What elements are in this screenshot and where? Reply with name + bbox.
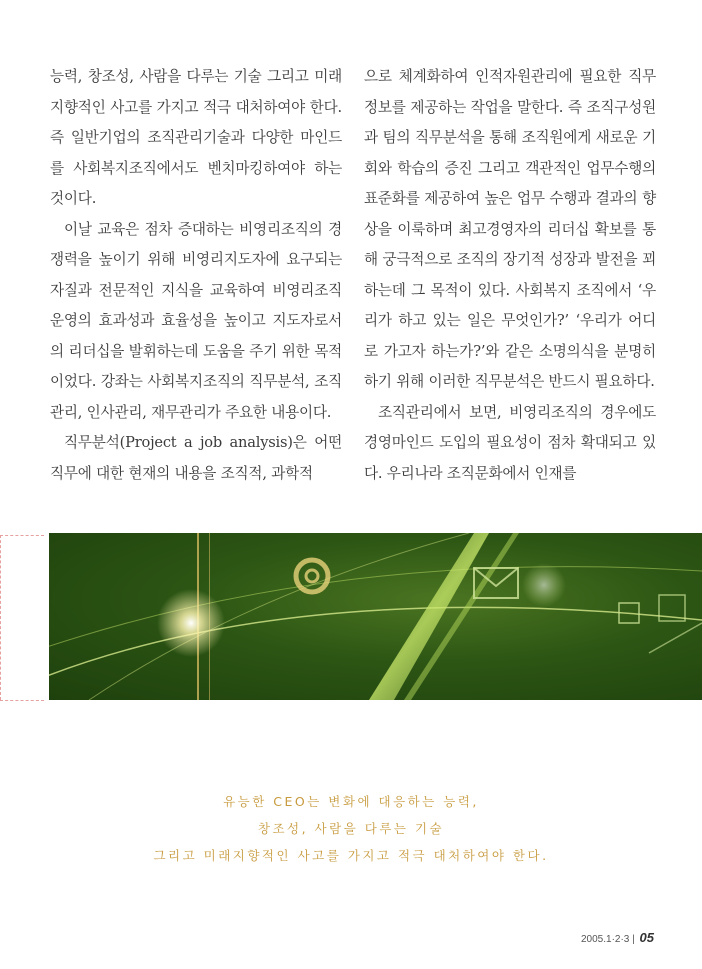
left-paragraph-2: 이날 교육은 점차 증대하는 비영리조직의 경쟁력을 높이기 위해 비영리지도자에 요구되는 자질과 전문적인 지식을 교육하여 비영리조직 운영의 효과성과 효율성을 높이고 지도자로서의 리더십을 발휘하는데 도움을 주기 위한 목적이었다. 강좌는 사회복지조직의 직무분석, 조직관리, 인사관리, 재무관리가 주요한 내용이다.: [50, 220, 342, 421]
decorative-banner-image: [49, 533, 702, 700]
footer-separator: |: [632, 934, 635, 945]
light-flare: [157, 589, 225, 657]
left-text-column: [50, 62, 342, 489]
pull-quote-line-1: 유능한 CEO는 변화에 대응하는 능력,: [223, 794, 479, 809]
pull-quote-line-3: 그리고 미래지향적인 사고를 가지고 적극 대처하여야 한다.: [153, 848, 549, 863]
pull-quote-line-2: 창조성, 사람을 다루는 기술: [257, 821, 445, 836]
banner-shade: [49, 533, 702, 700]
pull-quote: [0, 788, 702, 869]
right-text-column: [364, 62, 656, 489]
crop-mark-vertical: [0, 535, 1, 700]
crop-mark-bottom: [0, 700, 44, 701]
issue-date: 2005.1·2·3: [580, 934, 630, 945]
page-number: 05: [639, 930, 654, 945]
right-paragraph-1: 으로 체계화하여 인적자원관리에 필요한 직무정보를 제공하는 작업을 말한다. 즉 조직구성원과 팀의 직무분석을 통해 조직원에게 새로운 기회와 학습의 증진 그리고 객관적인 업무수행의 표준화를 제공하여 높은 업무 수행과 결과의 향상을 이룩하며 최고경영자의 리더십 확보를 통해 궁극적으로 조직의 장기적 성장과 발전을 꾀하는데 그 목적이 있다. 사회복지 조직에서 ‘우리가 하고 있는 일은 무엇인가?’ ‘우리가 어디로 가고자 하는가?’와 같은 소명의식을 분명히 하기 위해 이러한 직무분석은 반드시 필요하다.: [364, 68, 656, 390]
right-paragraph-2: 조직관리에서 보면, 비영리조직의 경우에도 경영마인드 도입의 필요성이 점차 확대되고 있다. 우리나라 조직문화에서 인재를: [364, 403, 656, 482]
left-paragraph-1: 능력, 창조성, 사람을 다루는 기술 그리고 미래지향적인 사고를 가지고 적극 대처하여야 한다. 즉 일반기업의 조직관리기술과 다양한 마인드를 사회복지조직에서도 벤치마킹하여야 하는 것이다.: [50, 68, 342, 207]
left-paragraph-3: 직무분석(Project a job analysis)은 어떤 직무에 대한 현재의 내용을 조직적, 과학적: [50, 434, 342, 482]
light-flare: [522, 563, 566, 607]
banner-artwork: [49, 533, 702, 700]
crop-mark-top: [0, 535, 44, 536]
page-footer: [581, 930, 654, 945]
